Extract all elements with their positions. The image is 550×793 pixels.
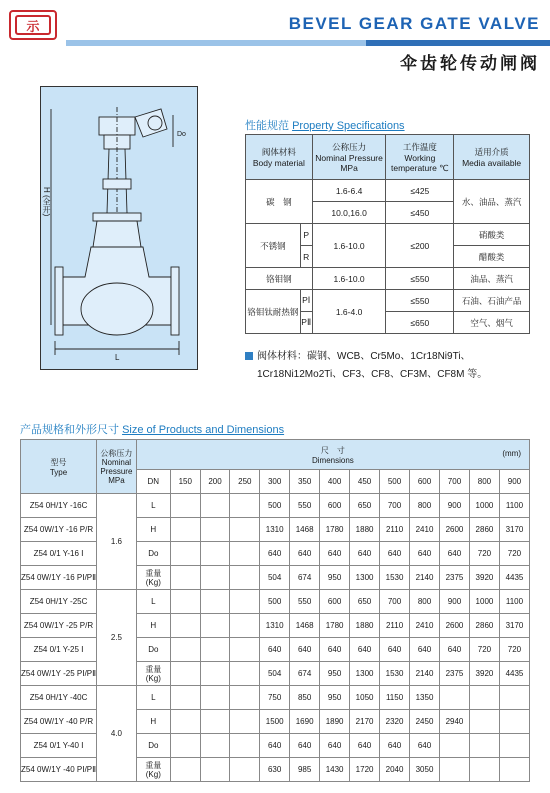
cell-value (200, 638, 230, 662)
cell-value: 2940 (440, 710, 470, 734)
table-row (246, 290, 530, 312)
cell-value: 630 (260, 758, 290, 782)
cell-value (200, 662, 230, 686)
cell-value (230, 494, 260, 518)
cell-pressure: 10.0,16.0 (312, 202, 386, 224)
bullet-square-icon (245, 352, 253, 360)
cell-type: Z54 0W/1Y -40 P/R (21, 710, 97, 734)
hdr-temperature: 工作温度 Working temperature ℃ (386, 135, 454, 180)
cell-dim-label: Do (136, 734, 170, 758)
cell-value: 1780 (320, 518, 350, 542)
cell-value: 640 (350, 542, 380, 566)
cell-pressure: 1.6-4.0 (312, 290, 386, 334)
table-row (246, 268, 530, 290)
cell-type: Z54 0/1 Y-25 Ⅰ (21, 638, 97, 662)
cell-dim-label: 重量 (Kg) (136, 758, 170, 782)
cell-value: 640 (320, 542, 350, 566)
size-table (20, 439, 530, 782)
cell-value (200, 518, 230, 542)
page-title-cn: 伞齿轮传动闸阀 (400, 54, 540, 73)
table-row (21, 590, 530, 614)
cell-value (230, 614, 260, 638)
cell-value: 4435 (499, 566, 529, 590)
hdr-type: 型号 Type (21, 440, 97, 494)
property-header-row (246, 135, 530, 180)
cell-value: 1690 (290, 710, 320, 734)
table-row (246, 224, 530, 246)
cell-value: 850 (290, 686, 320, 710)
cell-value: 640 (410, 542, 440, 566)
cell-value: 500 (260, 494, 290, 518)
cell-value (170, 494, 200, 518)
hdr-pressure: 公称压力 Nominal Pressure MPa (312, 135, 386, 180)
cell-value (469, 710, 499, 734)
cell-value (230, 734, 260, 758)
cell-value (499, 758, 529, 782)
cell-value (230, 518, 260, 542)
cell-value (200, 542, 230, 566)
cell-value (170, 734, 200, 758)
dn-value: 900 (499, 470, 529, 494)
cell-value: 674 (290, 566, 320, 590)
cell-value (200, 590, 230, 614)
cell-value: 1880 (350, 614, 380, 638)
cell-value (170, 662, 200, 686)
cell-pressure: 1.6-6.4 (312, 180, 386, 202)
cell-value (499, 686, 529, 710)
cell-value: 1720 (350, 758, 380, 782)
cell-media: 水、油品、蒸汽 (454, 180, 530, 224)
title-rule (66, 40, 550, 46)
cell-value: 2140 (410, 662, 440, 686)
cell-dim-label: H (136, 710, 170, 734)
cell-value: 1350 (410, 686, 440, 710)
dn-value: 400 (320, 470, 350, 494)
cell-value: 1500 (260, 710, 290, 734)
cell-value: 640 (260, 734, 290, 758)
cell-value (200, 734, 230, 758)
cell-value (200, 686, 230, 710)
cell-material: 碳 钢 (246, 180, 313, 224)
label-l: L (115, 353, 120, 362)
cell-value: 640 (260, 542, 290, 566)
cell-value: 550 (290, 494, 320, 518)
cell-dim-label: Do (136, 542, 170, 566)
dn-value: 250 (230, 470, 260, 494)
cell-value (230, 542, 260, 566)
sizes-title-cn: 产品规格和外形尺寸 (20, 424, 119, 436)
cell-value: 700 (380, 590, 410, 614)
cell-value (170, 710, 200, 734)
table-row (21, 686, 530, 710)
cell-value: 2110 (380, 518, 410, 542)
cell-value: 2170 (350, 710, 380, 734)
cell-value (200, 614, 230, 638)
cell-value: 1530 (380, 566, 410, 590)
cell-temp: ≤650 (386, 312, 454, 334)
materials-note (245, 348, 545, 384)
cell-value (170, 758, 200, 782)
cell-value: 2320 (380, 710, 410, 734)
cell-value: 2375 (440, 566, 470, 590)
cell-value: 2410 (410, 614, 440, 638)
cell-value: 2860 (469, 614, 499, 638)
sizes-section-title (20, 421, 284, 437)
cell-value (499, 734, 529, 758)
cell-pressure: 2.5 (97, 590, 137, 686)
cell-value: 1530 (380, 662, 410, 686)
dn-value: 150 (170, 470, 200, 494)
cell-value: 1300 (350, 662, 380, 686)
cell-type: Z54 0/1 Y-16 Ⅰ (21, 542, 97, 566)
cell-type: Z54 0W/1Y -25 P/R (21, 614, 97, 638)
cell-value: 2140 (410, 566, 440, 590)
cell-value: 3170 (499, 614, 529, 638)
cell-material: 铬钼钛耐热钢 (246, 290, 301, 334)
cell-value: 640 (380, 734, 410, 758)
cell-value (469, 686, 499, 710)
cell-value: 550 (290, 590, 320, 614)
cell-value (230, 566, 260, 590)
cell-value: 640 (290, 734, 320, 758)
cell-pressure: 1.6 (97, 494, 137, 590)
dn-value: 300 (260, 470, 290, 494)
cell-sub: PⅠ (300, 290, 312, 312)
hdr-nominal-pressure: 公称压力 Nominal Pressure MPa (97, 440, 137, 494)
cell-value: 640 (290, 542, 320, 566)
cell-value: 1300 (350, 566, 380, 590)
cell-value: 1100 (499, 494, 529, 518)
cell-dim-label: H (136, 518, 170, 542)
cell-value: 1468 (290, 614, 320, 638)
materials-line-2: 1Cr18Ni12Mo2Ti、CF3、CF8、CF3M、CF8M 等。 (257, 369, 488, 380)
unit-label: (mm) (502, 449, 521, 458)
cell-value: 2450 (410, 710, 440, 734)
cell-value: 640 (440, 638, 470, 662)
cell-value (230, 710, 260, 734)
cell-media: 石油、石油产品 (454, 290, 530, 312)
cell-value (200, 710, 230, 734)
cell-temp: ≤425 (386, 180, 454, 202)
cell-value: 800 (410, 590, 440, 614)
property-title-en: Property Specifications (292, 120, 405, 132)
company-logo (9, 10, 57, 40)
cell-value: 2600 (440, 614, 470, 638)
cell-value (230, 662, 260, 686)
cell-temp: ≤200 (386, 224, 454, 268)
cell-value: 640 (320, 734, 350, 758)
cell-sub: PⅡ (300, 312, 312, 334)
cell-value: 1150 (380, 686, 410, 710)
cell-value: 640 (380, 542, 410, 566)
cell-material: 铬钼钢 (246, 268, 313, 290)
cell-value: 1880 (350, 518, 380, 542)
cell-temp: ≤450 (386, 202, 454, 224)
cell-value: 640 (350, 638, 380, 662)
cell-value: 500 (260, 590, 290, 614)
cell-value: 600 (320, 494, 350, 518)
cell-value: 640 (380, 638, 410, 662)
cell-dim-label: Do (136, 638, 170, 662)
hdr-dimensions: 尺 寸 Dimensions (mm) (136, 440, 529, 470)
cell-value: 504 (260, 662, 290, 686)
cell-value (440, 758, 470, 782)
cell-type: Z54 0H/1Y -25C (21, 590, 97, 614)
cell-value: 1000 (469, 590, 499, 614)
cell-value: 900 (440, 494, 470, 518)
cell-type: Z54 0H/1Y -16C (21, 494, 97, 518)
label-h: H (全开) (42, 187, 51, 217)
cell-value (170, 542, 200, 566)
cell-media: 空气、烟气 (454, 312, 530, 334)
cell-value: 3920 (469, 566, 499, 590)
property-title-cn: 性能规范 (245, 120, 289, 132)
valve-drawing (40, 86, 198, 370)
cell-temp: ≤550 (386, 290, 454, 312)
dn-value: 350 (290, 470, 320, 494)
cell-dim-label: L (136, 494, 170, 518)
cell-pressure: 4.0 (97, 686, 137, 782)
cell-value: 2860 (469, 518, 499, 542)
cell-value: 1100 (499, 590, 529, 614)
cell-value (200, 494, 230, 518)
cell-value (170, 590, 200, 614)
cell-value: 985 (290, 758, 320, 782)
cell-value: 1050 (350, 686, 380, 710)
cell-value: 3050 (410, 758, 440, 782)
cell-value: 950 (320, 566, 350, 590)
cell-value: 2040 (380, 758, 410, 782)
cell-value: 800 (410, 494, 440, 518)
cell-value: 640 (410, 734, 440, 758)
table-row (246, 180, 530, 202)
cell-value: 1310 (260, 518, 290, 542)
dn-value: 500 (380, 470, 410, 494)
sizes-title-en: Size of Products and Dimensions (122, 424, 285, 436)
cell-value (200, 566, 230, 590)
cell-value: 2410 (410, 518, 440, 542)
cell-value: 1310 (260, 614, 290, 638)
cell-dim-label: L (136, 590, 170, 614)
cell-value: 4435 (499, 662, 529, 686)
cell-type: Z54 0W/1Y -25 PⅠ/PⅡ (21, 662, 97, 686)
cell-value: 504 (260, 566, 290, 590)
cell-value (170, 518, 200, 542)
cell-value (230, 638, 260, 662)
cell-dim-label: 重量 (Kg) (136, 662, 170, 686)
cell-value: 720 (469, 542, 499, 566)
cell-value: 640 (350, 734, 380, 758)
property-section-title (245, 117, 405, 133)
cell-value (499, 710, 529, 734)
cell-media: 油品、蒸汽 (454, 268, 530, 290)
size-header-row (21, 440, 530, 470)
cell-value (200, 758, 230, 782)
cell-value (170, 614, 200, 638)
valve-illustration (41, 87, 197, 369)
dn-value: 450 (350, 470, 380, 494)
dn-value: 700 (440, 470, 470, 494)
cell-value (440, 734, 470, 758)
cell-value: 1430 (320, 758, 350, 782)
dn-value: 200 (200, 470, 230, 494)
cell-sub: R (300, 246, 312, 268)
cell-value: 1000 (469, 494, 499, 518)
cell-value: 3170 (499, 518, 529, 542)
cell-value (230, 590, 260, 614)
cell-value: 640 (260, 638, 290, 662)
cell-value: 700 (380, 494, 410, 518)
cell-value: 720 (469, 638, 499, 662)
materials-line-1: 阀体材料：碳钢、WCB、Cr5Mo、1Cr18Ni9Ti、 (257, 351, 471, 362)
cell-media: 硝酸类 (454, 224, 530, 246)
cell-dim-label: L (136, 686, 170, 710)
cell-value (440, 686, 470, 710)
cell-value (469, 758, 499, 782)
cell-sub: P (300, 224, 312, 246)
cell-value: 1890 (320, 710, 350, 734)
hdr-media: 适用介质 Media available (454, 135, 530, 180)
cell-pressure: 1.6-10.0 (312, 224, 386, 268)
cell-value: 720 (499, 638, 529, 662)
cell-dim-label: 重量 (Kg) (136, 566, 170, 590)
dn-value: 600 (410, 470, 440, 494)
cell-value (170, 686, 200, 710)
cell-value: 2375 (440, 662, 470, 686)
property-table (245, 134, 530, 334)
dn-label: DN (136, 470, 170, 494)
dn-value: 800 (469, 470, 499, 494)
cell-value (469, 734, 499, 758)
hdr-material: 阀体材料 Body material (246, 135, 313, 180)
cell-pressure: 1.6-10.0 (312, 268, 386, 290)
cell-value: 640 (440, 542, 470, 566)
cell-value: 3920 (469, 662, 499, 686)
cell-type: Z54 0H/1Y -40C (21, 686, 97, 710)
cell-value: 750 (260, 686, 290, 710)
cell-value (170, 566, 200, 590)
cell-value: 1780 (320, 614, 350, 638)
cell-material: 不锈钢 (246, 224, 301, 268)
cell-value: 674 (290, 662, 320, 686)
table-row (21, 494, 530, 518)
cell-type: Z54 0W/1Y -16 PⅠ/PⅡ (21, 566, 97, 590)
label-do: Do (177, 131, 186, 138)
cell-value: 2110 (380, 614, 410, 638)
cell-value: 640 (320, 638, 350, 662)
cell-value: 950 (320, 662, 350, 686)
cell-temp: ≤550 (386, 268, 454, 290)
cell-value: 640 (290, 638, 320, 662)
cell-value: 600 (320, 590, 350, 614)
cell-value: 2600 (440, 518, 470, 542)
cell-type: Z54 0/1 Y-40 Ⅰ (21, 734, 97, 758)
cell-value (230, 686, 260, 710)
cell-value: 900 (440, 590, 470, 614)
cell-value (170, 638, 200, 662)
page-title-en: BEVEL GEAR GATE VALVE (288, 14, 540, 33)
cell-value: 950 (320, 686, 350, 710)
cell-value: 650 (350, 494, 380, 518)
cell-value: 650 (350, 590, 380, 614)
cell-value: 1468 (290, 518, 320, 542)
cell-value: 640 (410, 638, 440, 662)
cell-value (230, 758, 260, 782)
cell-value: 720 (499, 542, 529, 566)
cell-dim-label: H (136, 614, 170, 638)
logo-mark: 示 (15, 15, 51, 35)
cell-media: 醋酸类 (454, 246, 530, 268)
cell-type: Z54 0W/1Y -40 PⅠ/PⅡ (21, 758, 97, 782)
cell-type: Z54 0W/1Y -16 P/R (21, 518, 97, 542)
